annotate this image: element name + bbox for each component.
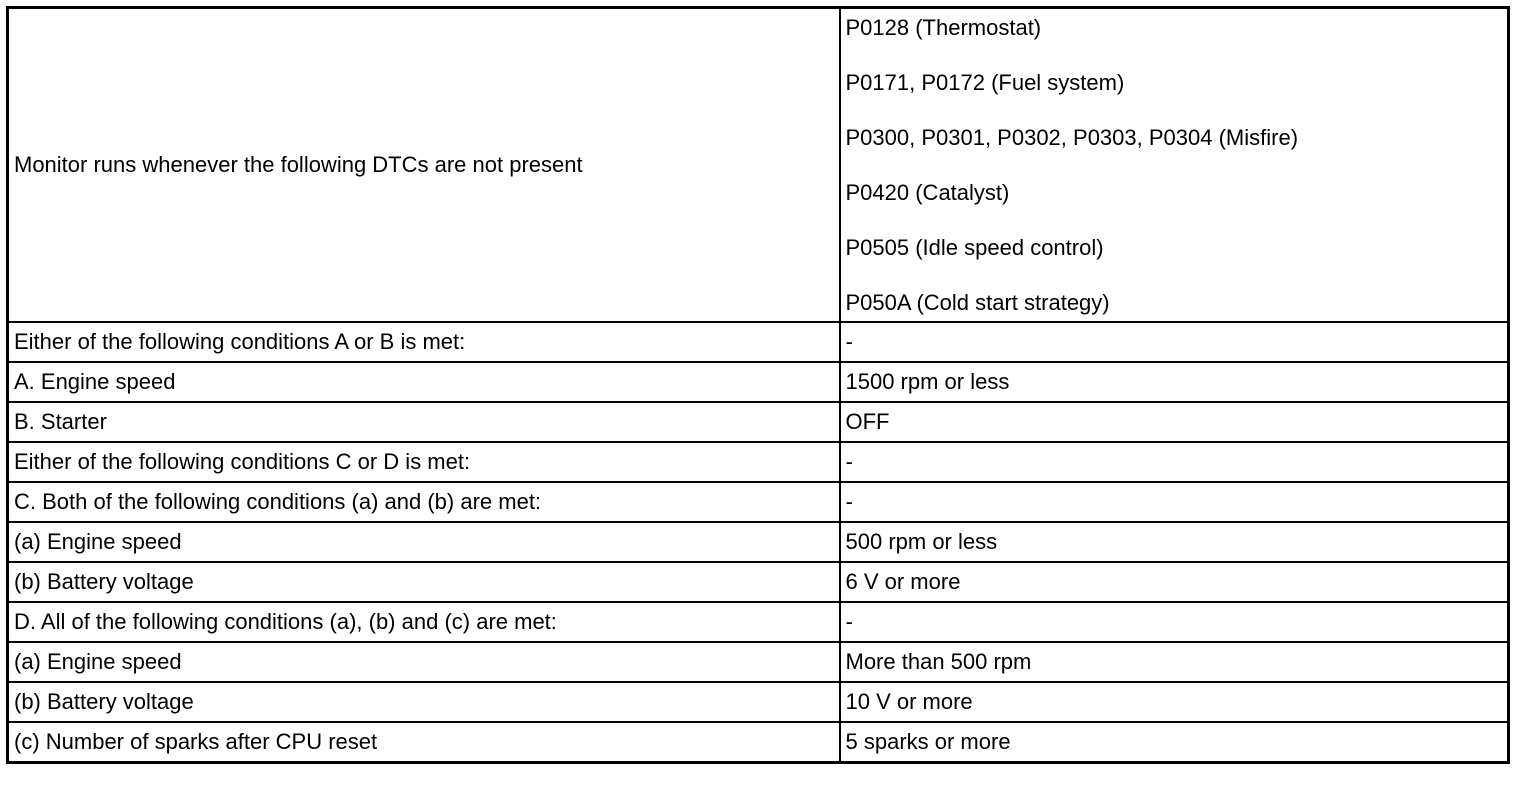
table-row (8, 642, 1509, 682)
table-row (8, 562, 1509, 602)
condition-label: Monitor runs whenever the following DTCs are not present (14, 152, 583, 177)
condition-cell: A. Engine speed (8, 362, 840, 402)
value-cell: OFF (840, 402, 1509, 442)
table-row (8, 402, 1509, 442)
table-row (8, 602, 1509, 642)
dtc-item: P0171, P0172 (Fuel system) (845, 69, 1125, 95)
condition-cell: (a) Engine speed (8, 522, 840, 562)
condition-cell: (b) Battery voltage (8, 562, 840, 602)
table-row (8, 482, 1509, 522)
value-cell: - (840, 322, 1509, 362)
value-cell: More than 500 rpm (840, 642, 1509, 682)
value-cell: 6 V or more (840, 562, 1509, 602)
value-cell: 5 sparks or more (840, 722, 1509, 763)
value-cell: - (840, 602, 1509, 642)
dtc-item: P0420 (Catalyst) (845, 179, 1010, 205)
value-cell: - (840, 482, 1509, 522)
condition-cell: (b) Battery voltage (8, 682, 840, 722)
table-row (8, 362, 1509, 402)
condition-cell: B. Starter (8, 402, 840, 442)
dtc-item: P0300, P0301, P0302, P0303, P0304 (Misfire) (845, 124, 1299, 150)
table-row (8, 682, 1509, 722)
condition-cell (8, 8, 840, 323)
table-row (8, 322, 1509, 362)
table-row-dtc-exclusions (8, 8, 1509, 323)
value-cell: 1500 rpm or less (840, 362, 1509, 402)
dtc-item: P050A (Cold start strategy) (845, 289, 1110, 315)
condition-cell: D. All of the following conditions (a), (b) and (c) are met: (8, 602, 840, 642)
condition-cell: (c) Number of sparks after CPU reset (8, 722, 840, 763)
table-row (8, 522, 1509, 562)
condition-cell: C. Both of the following conditions (a) and (b) are met: (8, 482, 840, 522)
dtc-item: P0505 (Idle speed control) (845, 234, 1104, 260)
dtc-list (846, 15, 1508, 316)
condition-cell: Either of the following conditions A or B is met: (8, 322, 840, 362)
value-cell: 10 V or more (840, 682, 1509, 722)
value-cell: - (840, 442, 1509, 482)
table-row (8, 442, 1509, 482)
value-cell: 500 rpm or less (840, 522, 1509, 562)
dtc-item: P0128 (Thermostat) (845, 14, 1042, 40)
table-row (8, 722, 1509, 763)
monitor-conditions-table (6, 6, 1510, 764)
condition-cell: Either of the following conditions C or D is met: (8, 442, 840, 482)
value-cell (840, 8, 1509, 323)
condition-cell: (a) Engine speed (8, 642, 840, 682)
